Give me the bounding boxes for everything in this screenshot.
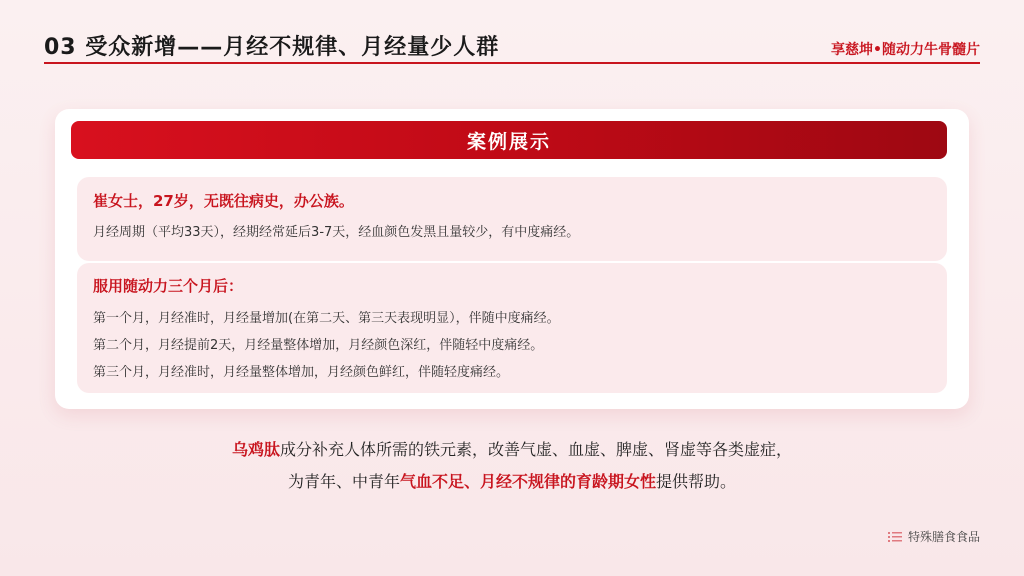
brand-name: 享慈坤•随动力牛骨髓片 — [831, 42, 980, 58]
summary-text-2b: 提供帮助。 — [656, 472, 737, 491]
footer-badge — [888, 528, 980, 545]
case-profile-heading: 崔女士，27岁，无既往病史，办公族。 — [93, 192, 354, 210]
summary-text-1: 成分补充人体所需的铁元素，改善气虚、血虚、脾虚、肾虚等各类虚症， — [280, 440, 793, 459]
summary-line-2 — [0, 469, 1024, 492]
case-profile-panel — [77, 177, 947, 261]
case-banner — [71, 121, 947, 159]
result-month-2: 第二个月，月经提前2天，月经量整体增加，月经颜色深红，伴随轻中度痛经。 — [93, 338, 544, 353]
summary-highlight-ingredient: 乌鸡肽 — [231, 440, 280, 459]
list-icon — [888, 531, 902, 543]
header-divider — [44, 62, 980, 64]
result-month-1: 第一个月，月经准时，月经量增加(在第二天、第三天表现明显），伴随中度痛经。 — [93, 311, 560, 326]
summary-highlight-audience: 气血不足、月经不规律的育龄期女性 — [399, 472, 656, 491]
banner-title: 案例展示 — [466, 130, 551, 153]
result-month-3: 第三个月，月经准时，月经量整体增加，月经颜色鲜红，伴随轻度痛经。 — [93, 365, 510, 380]
case-profile-line: 月经周期（平均33天），经期经常延后3-7天，经血颜色发黑且量较少，有中度痛经。 — [93, 225, 580, 240]
summary-text-2a: 为青年、中青年 — [287, 472, 400, 491]
page-title: 03 受众新增——月经不规律、月经量少人群 — [44, 35, 500, 60]
case-result-heading: 服用随动力三个月后： — [93, 277, 244, 295]
case-card — [55, 109, 969, 409]
header — [44, 30, 980, 64]
case-result-panel — [77, 263, 947, 393]
summary-line-1 — [0, 437, 1024, 460]
footer-badge-label: 特殊膳食食品 — [907, 530, 980, 544]
